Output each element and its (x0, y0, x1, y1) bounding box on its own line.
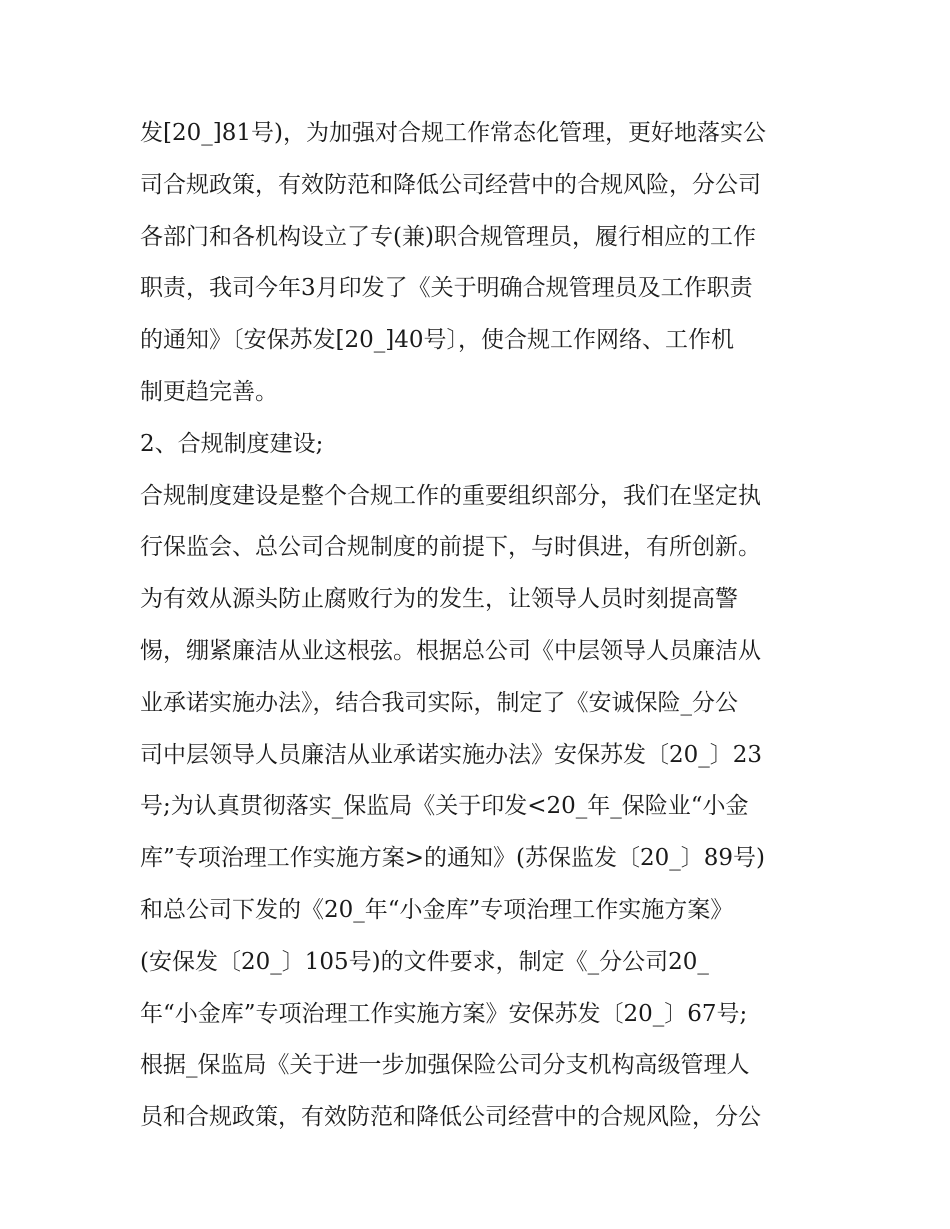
text-line: 行保监会、总公司合规制度的前提下，与时俱进，有所创新。 (140, 534, 761, 561)
text-line: 发[20_]81号)，为加强对合规工作常态化管理，更好地落实公 (140, 120, 766, 146)
text-line: 制更趋完善。 (140, 378, 278, 405)
text-line: 各部门和各机构设立了专(兼)职合规管理员，履行相应的工作 (140, 223, 756, 250)
text-line: 员和合规政策，有效防范和降低公司经营中的合规风险，分公 (140, 1104, 761, 1131)
text-line: 业承诺实施办法》，结合我司实际，制定了《安诚保险_分公 (140, 689, 738, 716)
section-heading: 2、合规制度建设; (140, 430, 324, 457)
text-line: 惕，绷紧廉洁从业这根弦。根据总公司《中层领导人员廉洁从 (140, 637, 761, 664)
text-line: 职责，我司今年3月印发了《关于明确合规管理员及工作职责 (140, 275, 753, 302)
text-line: 号;为认真贯彻落实_保监局《关于印发<20_年_保险业“小金 (140, 793, 749, 820)
text-line: 的通知》〔安保苏发[20_]40号〕，使合规工作网络、工作机 (140, 327, 734, 354)
text-line: (安保发〔20_〕105号)的文件要求，制定《_分公司20_ (140, 948, 709, 975)
document-body (140, 108, 820, 1144)
text-line: 年“小金库”专项治理工作实施方案》安保苏发〔20_〕67号; (140, 1000, 748, 1027)
text-line: 合规制度建设是整个合规工作的重要组织部分，我们在坚定执 (140, 482, 761, 509)
text-line: 库”专项治理工作实施方案>的通知》(苏保监发〔20_〕89号) (140, 845, 766, 872)
text-line: 为有效从源头防止腐败行为的发生，让领导人员时刻提高警 (140, 586, 738, 613)
text-line: 司合规政策，有效防范和降低公司经营中的合规风险，分公司 (140, 171, 761, 198)
text-line: 司中层领导人员廉洁从业承诺实施办法》安保苏发〔20_〕23 (140, 741, 763, 768)
text-line: 和总公司下发的《20_年“小金库”专项治理工作实施方案》 (140, 896, 734, 923)
text-line: 根据_保监局《关于进一步加强保险公司分支机构高级管理人 (140, 1052, 750, 1079)
